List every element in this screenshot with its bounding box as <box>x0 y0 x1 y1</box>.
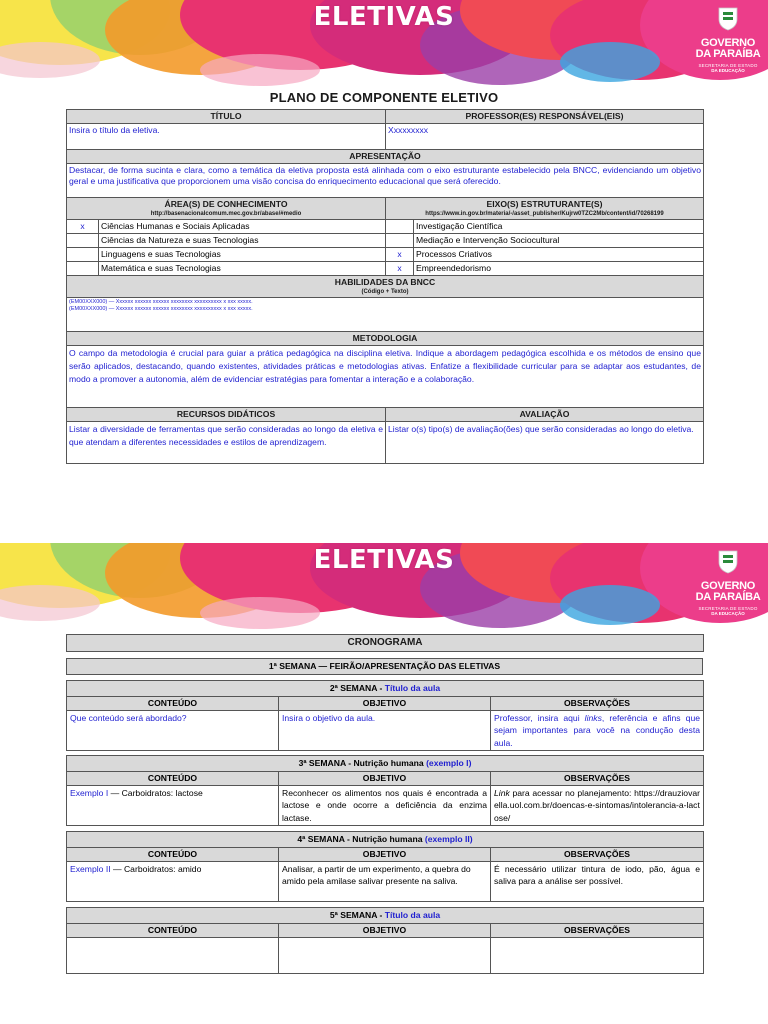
week4-prefix: 4ª SEMANA - Nutrição humana <box>297 834 425 844</box>
week3-obs-b: para acessar no planejamento: https://drauziovarella.uol.com.br/doencas-e-sintomas/intolerancia-a-lactose/ <box>494 787 701 823</box>
week2-obs-b: , referência e afins que sejam importantes para você na condução desta aula. <box>494 712 701 748</box>
week4-conteudo[interactable] <box>67 861 279 901</box>
apresentacao-field[interactable]: Destacar, de forma sucinta e clara, como a temática da eletiva proposta está alinhada com o eixo estruturante estabelecido pela BNCC, evidenciando um objetivo geral e uma justificativa que proporcionem uma visão concisa do enriquecimento educacional que será oferecido. <box>67 164 704 198</box>
eixo-checkbox[interactable] <box>386 234 414 248</box>
week3-example-label: Exemplo I <box>70 787 109 798</box>
eixo-label: Empreendedorismo <box>414 262 704 276</box>
week1-header: 1ª SEMANA — FEIRÃO/APRESENTAÇÃO DAS ELETIVAS <box>67 659 703 675</box>
crest-icon <box>715 5 741 31</box>
banner-title: ELETIVAS <box>313 545 455 575</box>
week3-observacoes[interactable] <box>491 785 704 826</box>
titulo-field[interactable]: Insira o título da eletiva. <box>67 124 386 150</box>
areas-header <box>67 198 386 220</box>
area-label: Ciências Humanas e Sociais Aplicadas <box>99 220 386 234</box>
avaliacao-field[interactable]: Listar o(s) tipo(s) de avaliação(ões) que serão consideradas ao longo do eletiva. <box>386 422 704 464</box>
col-conteudo: CONTEÚDO <box>67 696 279 710</box>
week3-header <box>67 756 704 772</box>
banner-top <box>0 0 768 90</box>
col-objetivo: OBJETIVO <box>279 923 491 937</box>
area-label: Ciências da Natureza e suas Tecnologias <box>99 234 386 248</box>
area-checkbox[interactable]: x <box>67 220 99 234</box>
eixos-header <box>386 198 704 220</box>
habilidade-item: (EM00XXX000) — Xxxxxx xxxxxx xxxxxx xxxxxxxx xxxxxxxxxx x xxx xxxxx. <box>69 306 253 312</box>
col-conteudo: CONTEÚDO <box>67 847 279 861</box>
week4-header <box>67 832 704 848</box>
col-observacoes: OBSERVAÇÕES <box>491 847 704 861</box>
area-checkbox[interactable] <box>67 234 99 248</box>
habilidades-header <box>67 276 704 298</box>
recursos-field[interactable]: Listar a diversidade de ferramentas que serão consideradas ao longo da eletiva e que atendam a diferentes necessidades e estilos de aprendizagem. <box>67 422 386 464</box>
week5-observacoes[interactable] <box>491 937 704 973</box>
metodologia-field[interactable]: O campo da metodologia é crucial para guiar a prática pedagógica na disciplina eletiva. Indique a abordagem pedagógica escolhida e os métodos de ensino que serão aplicados, destacando, quando existentes, atividades práticas e metodologias ativas. Enfatize a flexibilidade curricular para se adaptar aos estudantes, de modo a promover a autonomia, além de evidenciar estratégias para fomentar a interação e a colaboração. <box>67 346 704 408</box>
week2-prefix: 2ª SEMANA - <box>329 683 385 693</box>
areas-label: ÁREA(S) DE CONHECIMENTO <box>164 199 288 209</box>
eixo-checkbox[interactable]: x <box>386 262 414 276</box>
week3-prefix: 3ª SEMANA - Nutrição humana <box>298 758 427 768</box>
government-logo <box>690 5 766 73</box>
eixo-checkbox[interactable]: x <box>386 248 414 262</box>
government-logo <box>690 548 766 616</box>
week2-obs-link: links <box>584 712 602 723</box>
area-label: Linguagens e suas Tecnologias <box>99 248 386 262</box>
apresentacao-header: APRESENTAÇÃO <box>67 150 704 164</box>
titulo-header: TÍTULO <box>67 110 386 124</box>
banner-title: ELETIVAS <box>313 2 455 32</box>
week3-objetivo[interactable]: Reconhecer os alimentos nos quais é encontrada a lactose e onde ocorre a deficiência da enzima lactase. <box>279 785 491 826</box>
logo-educacao: DA EDUCAÇÃO <box>711 611 745 616</box>
week5-prefix: 5ª SEMANA - <box>329 910 385 920</box>
week2-obs-a: Professor, insira aqui <box>494 712 585 723</box>
week3-obs-link: Link <box>494 787 510 798</box>
eixo-label: Investigação Científica <box>414 220 704 234</box>
week2-objetivo[interactable]: Insira o objetivo da aula. <box>279 710 491 751</box>
col-objetivo: OBJETIVO <box>279 847 491 861</box>
professor-field[interactable]: Xxxxxxxxx <box>386 124 704 150</box>
habilidades-sub: (Código + Texto) <box>361 289 409 295</box>
professor-header: PROFESSOR(ES) RESPONSÁVEL(EIS) <box>386 110 704 124</box>
crest-icon <box>715 548 741 574</box>
avaliacao-header: AVALIAÇÃO <box>386 408 704 422</box>
area-checkbox[interactable] <box>67 248 99 262</box>
plan-heading: PLANO DE COMPONENTE ELETIVO <box>269 90 499 105</box>
area-checkbox[interactable] <box>67 262 99 276</box>
week4-topic: — Carboidratos: amido <box>110 863 202 874</box>
col-objetivo: OBJETIVO <box>279 696 491 710</box>
logo-line-1: GOVERNO <box>700 580 756 592</box>
eixo-label: Processos Criativos <box>414 248 704 262</box>
week3-table <box>66 755 704 826</box>
cronograma-header: CRONOGRAMA <box>67 635 704 652</box>
col-observacoes: OBSERVAÇÕES <box>491 923 704 937</box>
week2-header <box>67 681 704 697</box>
week4-example: (exemplo II) <box>424 834 473 844</box>
week1-table <box>66 658 703 675</box>
week3-topic: — Carboidratos: lactose <box>108 787 203 798</box>
plan-table <box>66 109 704 464</box>
eixos-url[interactable]: https://www.in.gov.br/materia/-/asset_publisher/Kujrw0TZC2Mb/content/id/70268199 <box>425 211 664 217</box>
week2-conteudo[interactable]: Que conteúdo será abordado? <box>67 710 279 751</box>
eixos-label: EIXO(S) ESTRUTURANTE(S) <box>486 199 603 209</box>
week4-table <box>66 831 704 902</box>
week5-title: Título da aula <box>384 910 441 920</box>
habilidades-label: HABILIDADES DA BNCC <box>334 277 436 287</box>
eixo-label: Mediação e Intervenção Sociocultural <box>414 234 704 248</box>
week5-header <box>67 908 704 924</box>
habilidades-field[interactable] <box>67 298 704 332</box>
col-conteudo: CONTEÚDO <box>67 923 279 937</box>
banner-second-page <box>0 543 768 633</box>
habilidade-item: (EM00XXX000) — Xxxxxx xxxxxx xxxxxx xxxxxxxx xxxxxxxxxx x xxx xxxxx. <box>69 299 253 305</box>
metodologia-header: METODOLOGIA <box>67 332 704 346</box>
logo-secretaria: SECRETARIA DE ESTADO <box>698 606 758 611</box>
logo-line-1: GOVERNO <box>700 37 756 49</box>
week2-observacoes[interactable] <box>491 710 704 751</box>
eixo-checkbox[interactable] <box>386 220 414 234</box>
logo-secretaria: SECRETARIA DE ESTADO <box>698 63 758 68</box>
areas-url[interactable]: http://basenacionalcomum.mec.gov.br/abase/#medio <box>150 211 302 217</box>
week4-objetivo[interactable]: Analisar, a partir de um experimento, a quebra do amido pela amilase salivar presente na saliva. <box>279 861 491 901</box>
week4-observacoes[interactable]: É necessário utilizar tintura de iodo, pão, água e saliva para a análise ser possível. <box>491 861 704 901</box>
col-conteudo: CONTEÚDO <box>67 771 279 785</box>
week2-table <box>66 680 704 751</box>
col-observacoes: OBSERVAÇÕES <box>491 696 704 710</box>
schedule-table <box>66 634 704 652</box>
area-label: Matemática e suas Tecnologias <box>99 262 386 276</box>
col-observacoes: OBSERVAÇÕES <box>491 771 704 785</box>
week3-conteudo[interactable] <box>67 785 279 826</box>
week5-conteudo[interactable] <box>67 937 279 973</box>
week4-example-label: Exemplo II <box>70 863 111 874</box>
week2-title: Título da aula <box>384 683 441 693</box>
week3-example: (exemplo I) <box>426 758 472 768</box>
logo-line-2: DA PARAÍBA <box>695 48 761 60</box>
logo-educacao: DA EDUCAÇÃO <box>711 68 745 73</box>
week5-table <box>66 907 704 974</box>
col-objetivo: OBJETIVO <box>279 771 491 785</box>
logo-line-2: DA PARAÍBA <box>695 591 761 603</box>
week5-objetivo[interactable] <box>279 937 491 973</box>
recursos-header: RECURSOS DIDÁTICOS <box>67 408 386 422</box>
